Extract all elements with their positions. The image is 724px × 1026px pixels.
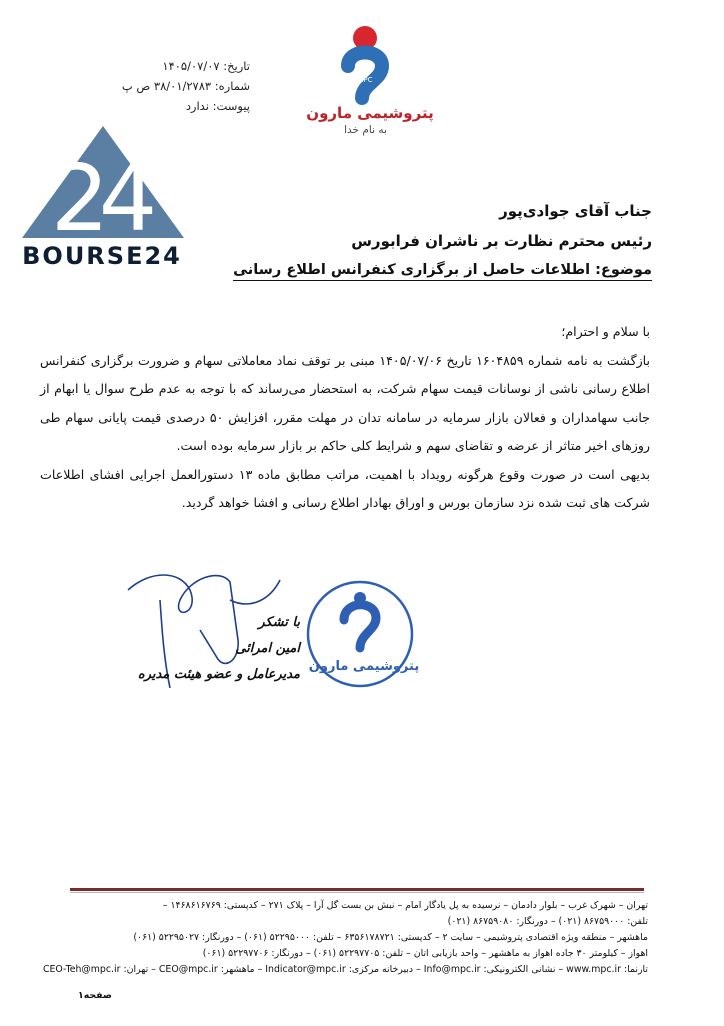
footer-divider [70,888,644,891]
footer-divider-thin [70,892,644,893]
letter-body [40,318,650,518]
body-paragraph-1: بازگشت به نامه شماره ۱۶۰۴۸۵۹ تاریخ ۱۴۰۵/۰۷/۰۶ مبنی بر توقف نماد معاملاتی سهام و ضرورت برگزاری کنفرانس اطلاع رسانی ناشی از نوسانات قیمت سهام شرکت، به استحضار می‌رساند که با توجه به عدم طرح سوال یا ابهام از جانب سهامداران و فعالان بازار سرمایه در سامانه تدان در مهلت مقرر، افزایش ۵۰ درصدی قیمت پایانی سهام طی روزهای اخیر متاثر از عرضه و تقاضای سهم و شرایط کلی حاکم بر بازار سرمایه بوده است. [40,352,650,453]
letter-attachment: پیوست: ندارد [185,99,250,113]
company-stamp [304,578,420,690]
recipient-block [232,196,652,256]
bourse-digit-2: 2 [50,145,110,252]
subject-text: موضوع: اطلاعات حاصل از برگزاری کنفرانس اطلاع رسانی [233,262,652,281]
bourse-digit-4: 4 [98,145,158,252]
footer-address-tehran: تهران – شهرک غرب – بلوار دادمان – نرسیده به پل یادگار امام – نبش بن بست گل آرا – پلاک ۲۷۱ – کدپستی: ۱۴۶۸۶۱۶۷۶۹ – [162,900,648,911]
footer-address-ahvaz: اهواز – کیلومتر ۳۰ جاده اهواز به ماهشهر – واحد بازیابی اتان – تلفن: ۵۲۲۹۷۷۰۵ (۰۶۱) – دورنگار: ۵۲۲۹۷۷۰۶ (۰۶۱) [202,948,648,959]
stamp-company-name: پتروشیمی مارون [308,659,420,674]
signature-thanks: با تشکر [258,615,300,630]
signature-name: امین امرائی [235,641,300,656]
logo-abbr: MPC [357,76,373,84]
page-number: صفحه۱ [78,990,112,1001]
footer-phone-tehran: تلفن: ۸۶۷۵۹۰۰۰ (۰۲۱) – دورنگار: ۸۶۷۵۹۰۸۰ (۰۲۱) [447,916,648,927]
letter-meta [100,56,250,116]
letter-number: شماره: ۳۸/۰۱/۲۷۸۳ ص پ [121,79,250,93]
footer-web-email: تارنما: www.mpc.ir – نشانی الکترونیکی: Info@mpc.ir – دبیرخانه مرکزی: Indicator@mpc.ir – ماهشهر: CEO@mpc.ir – تهران: CEO-Teh@mpc.ir [42,964,648,975]
subject-line [92,262,652,278]
logo-company-name: پتروشیمی مارون [306,104,434,122]
footer-address-mahshahr: ماهشهر – منطقه ویژه اقتصادی پتروشیمی – سایت ۲ – کدپستی: ۶۳۵۶۱۷۸۷۲۱ – تلفن: ۵۲۲۹۵۰۰۰ (۰۶۱) – دورنگار: ۵۲۲۹۵۰۲۷ (۰۶۱) [133,932,648,943]
recipient-name: جناب آقای جوادی‌پور [499,202,652,220]
recipient-title: رئیس محترم نظارت بر ناشران فرابورس [351,232,652,250]
footer-contact [40,898,648,978]
bourse24-wordmark: BOURSE24 [22,242,182,270]
body-paragraph-2: بدیهی است در صورت وقوع هرگونه رویداد با اهمیت، مراتب مطابق ماده ۱۳ دستورالعمل اجرایی افشای اطلاعات شرکت های ثبت شده نزد سازمان بورس و اوراق بهادار اطلاع رسانی و افشا خواهد گردید. [40,466,650,510]
stamp-hook [344,605,376,648]
signature-block [100,610,300,688]
stamp-dot [354,592,366,604]
tagline-text: به نام خدا [344,124,387,136]
signature-position: مدیرعامل و عضو هیئت مدیره [137,667,300,682]
letter-date: تاریخ: ۱۴۰۵/۰۷/۰۷ [162,59,250,73]
greeting: با سلام و احترام؛ [561,324,650,339]
